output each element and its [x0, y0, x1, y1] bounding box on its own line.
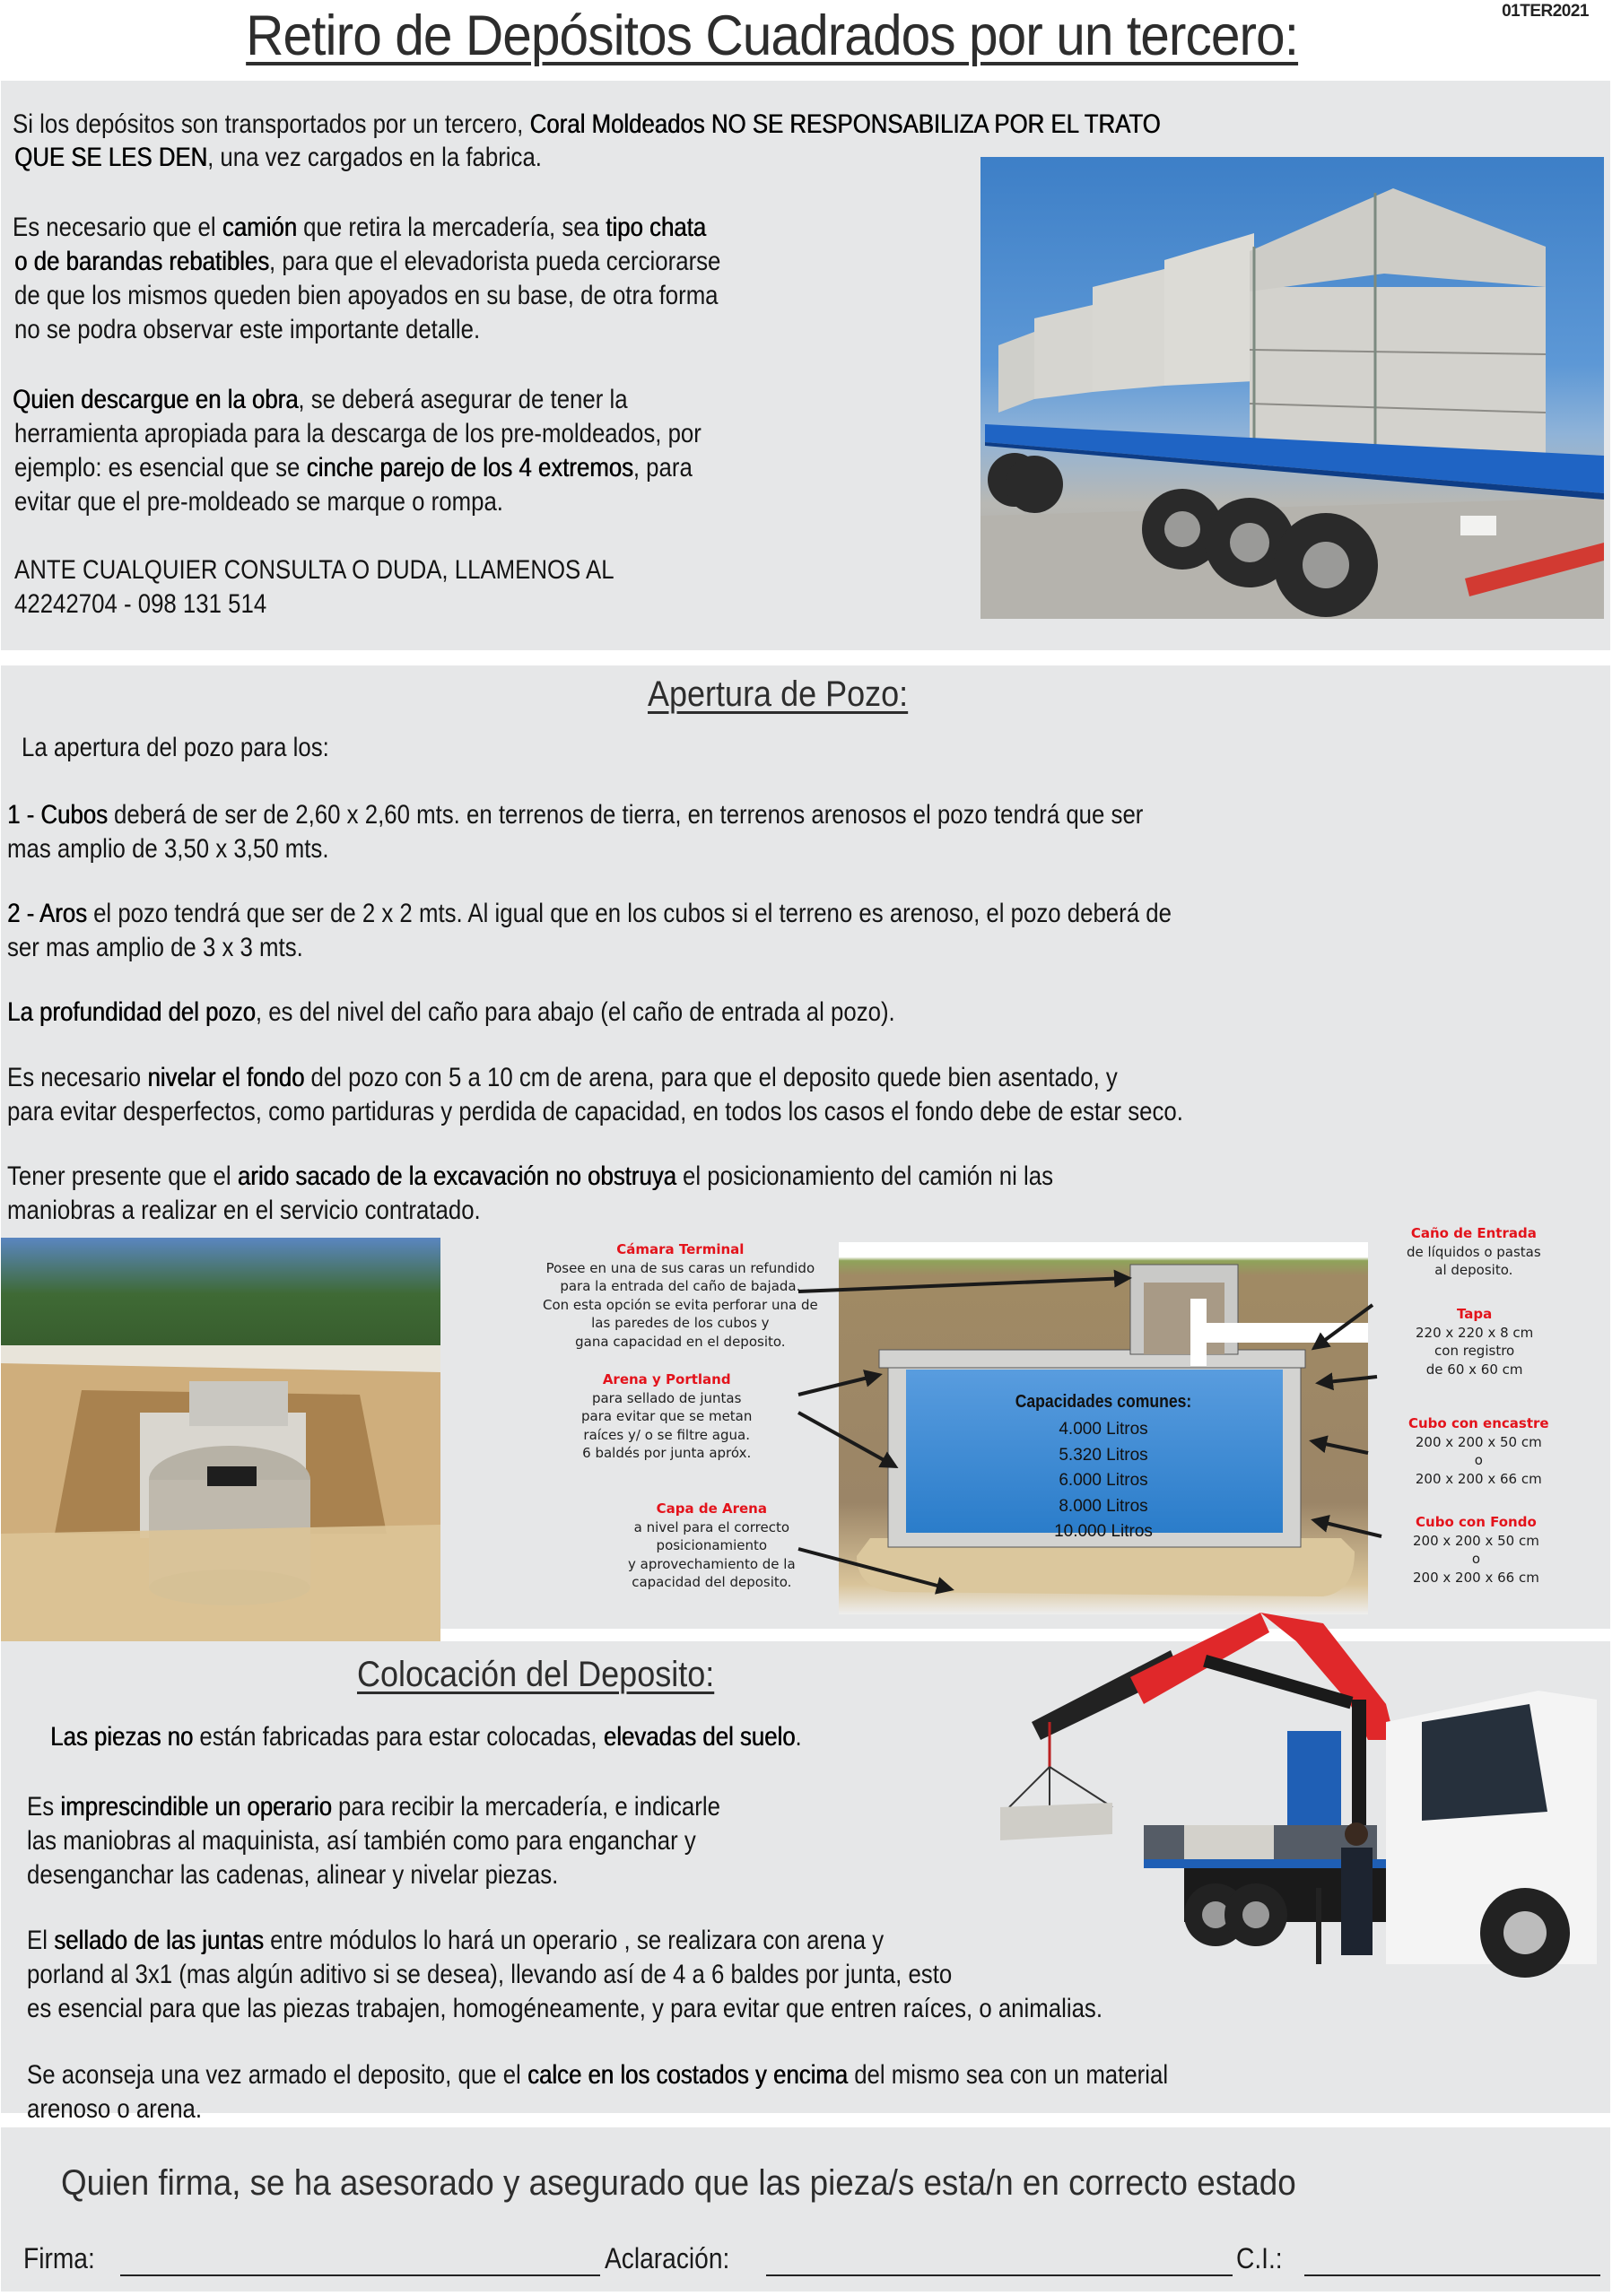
- paragraph-camion-line3: de que los mismos queden bien apoyados en su base, de otra forma: [14, 281, 719, 310]
- callout-cano-entrada: Caño de Entrada de líquidos o pastas al deposito.: [1407, 1225, 1541, 1278]
- capacity-item: 5.320 Litros: [1059, 1445, 1148, 1465]
- contact-phones[interactable]: 42242704 - 098 131 514: [14, 589, 267, 619]
- callout-capa-arena: Capa de Arena a nivel para el correcto posicionamiento y aprovechamiento de la capacidad del deposito.: [628, 1500, 796, 1590]
- nivelar-line2: para evitar desperfectos, como partiduras y perdida de capacidad, en todos los casos el fondo debe de estar seco.: [7, 1097, 1183, 1126]
- aclaracion-field[interactable]: [766, 2274, 1233, 2276]
- crane-illustration: [1000, 1605, 1610, 1991]
- arido-line2: maniobras a realizar en el servicio contratado.: [7, 1196, 481, 1225]
- sellado-line3: es esencial para que las piezas trabajen, homogéneamente, y para evitar que entren raíces, o animalias.: [27, 1994, 1102, 2023]
- arido-line1: Tener presente que el arido sacado de la excavación no obstruya el posicionamiento del camión ni las: [7, 1161, 1054, 1191]
- document-code: 01TER2021: [1502, 2, 1589, 21]
- paragraph-descarga-line1: Quien descargue en la obra, se deberá asegurar de tener la: [13, 385, 628, 414]
- crane-truck-photo: [1000, 1605, 1610, 1991]
- paragraph-camion-line4: no se podra observar este importante detalle.: [14, 315, 481, 344]
- signature-fields: [23, 2242, 1602, 2282]
- apertura-item-cubos-line2: mas amplio de 3,50 x 3,50 mts.: [7, 834, 329, 864]
- signature-statement: Quien firma, se ha asesorado y asegurado que las pieza/s esta/n en correcto estado: [61, 2163, 1296, 2203]
- paragraph-responsabilidad-line1: Si los depósitos son transportados por un tercero, Coral Moldeados NO SE RESPONSABILIZA POR EL TRATO: [13, 109, 1161, 139]
- truck-illustration: [980, 157, 1604, 619]
- contact-line: ANTE CUALQUIER CONSULTA O DUDA, LLAMENOS AL: [14, 555, 614, 585]
- capacity-item: 10.000 Litros: [1054, 1522, 1153, 1541]
- operario-line1: Es imprescindible un operario para recibir la mercadería, e indicarle: [27, 1792, 720, 1822]
- section-title-colocacion: Colocación del Deposito:: [357, 1655, 715, 1694]
- paragraph-responsabilidad-line2: QUE SE LES DEN, una vez cargados en la fabrica.: [14, 143, 542, 172]
- ci-label: C.I.:: [1236, 2242, 1283, 2274]
- firma-field[interactable]: [120, 2274, 600, 2276]
- capacity-item: 6.000 Litros: [1059, 1471, 1148, 1490]
- operario-line2: las maniobras al maquinista, así también como para enganchar y: [27, 1826, 696, 1856]
- section-title-apertura: Apertura de Pozo:: [648, 674, 909, 714]
- calce-line2: arenoso o arena.: [27, 2094, 203, 2124]
- ci-field[interactable]: [1304, 2274, 1600, 2276]
- paragraph-camion-line1: Es necesario que el camión que retira la mercadería, sea tipo chata: [13, 213, 707, 242]
- apertura-item-aros-line2: ser mas amplio de 3 x 3 mts.: [7, 933, 303, 962]
- callout-arena-portland: Arena y Portland para sellado de juntas para evitar que se metan raíces y/ o se filtre agua. 6 baldés por junta apróx.: [581, 1371, 753, 1461]
- profundidad-text: La profundidad del pozo, es del nivel del caño para abajo (el caño de entrada al pozo).: [7, 997, 895, 1027]
- truck-with-deposits-photo: [980, 157, 1604, 619]
- sellado-line1: El sellado de las juntas entre módulos lo hará un operario , se realizara con arena y: [27, 1926, 885, 1955]
- nivelar-line1: Es necesario nivelar el fondo del pozo con 5 a 10 cm de arena, para que el deposito quede bien asentado, y: [7, 1063, 1118, 1092]
- callout-arrows: [789, 1229, 1399, 1623]
- callout-camara-terminal: Cámara Terminal Posee en una de sus caras un refundido para la entrada del caño de bajada. Con esta opción se evita perforar una de las paredes de los cubos y gana capacidad en el deposito.: [543, 1241, 818, 1350]
- sellado-line2: porland al 3x1 (mas algún aditivo si se desea), llevando así de 4 a 6 baldes por junta, esto: [27, 1960, 953, 1989]
- paragraph-camion-line2: o de barandas rebatibles, para que el elevadorista pueda cerciorarse: [14, 247, 721, 276]
- apertura-intro: La apertura del pozo para los:: [22, 733, 329, 762]
- apertura-item-cubos-line1: 1 - Cubos deberá de ser de 2,60 x 2,60 mts. en terrenos de tierra, en terrenos arenosos el pozo tendrá que ser: [7, 800, 1144, 830]
- callout-cubo-fondo: Cubo con Fondo 200 x 200 x 50 cm o 200 x 200 x 66 cm: [1413, 1514, 1539, 1586]
- operario-line3: desenganchar las cadenas, alinear y nivelar piezas.: [27, 1860, 559, 1890]
- capacity-item: 4.000 Litros: [1059, 1420, 1148, 1439]
- capacity-item: 8.000 Litros: [1059, 1496, 1148, 1516]
- page-title: Retiro de Depósitos Cuadrados por un tercero:: [246, 4, 1299, 67]
- pit-illustration: [1, 1238, 440, 1641]
- paragraph-descarga-line4: evitar que el pre-moldeado se marque o rompa.: [14, 487, 503, 517]
- callout-cubo-encastre: Cubo con encastre 200 x 200 x 50 cm o 200 x 200 x 66 cm: [1408, 1415, 1549, 1487]
- paragraph-descarga-line3: ejemplo: es esencial que se cinche parejo de los 4 extremos, para: [14, 453, 693, 483]
- page-title-wrap: [0, 0, 1621, 72]
- firma-label: Firma:: [23, 2242, 95, 2274]
- excavation-pit-photo: [1, 1238, 440, 1641]
- colocacion-piezas: Las piezas no están fabricadas para estar colocadas, elevadas del suelo.: [50, 1722, 802, 1752]
- capacities-title: Capacidades comunes:: [1015, 1392, 1192, 1412]
- aclaracion-label: Aclaración:: [605, 2242, 730, 2274]
- paragraph-descarga-line2: herramienta apropiada para la descarga de los pre-moldeados, por: [14, 419, 702, 448]
- callout-tapa: Tapa 220 x 220 x 8 cm con registro de 60 x 60 cm: [1416, 1306, 1534, 1378]
- calce-line1: Se aconseja una vez armado el deposito, que el calce en los costados y encima del mismo sea con un material: [27, 2060, 1169, 2090]
- apertura-item-aros-line1: 2 - Aros el pozo tendrá que ser de 2 x 2 mts. Al igual que en los cubos si el terreno es arenoso, el pozo deberá de: [7, 899, 1172, 928]
